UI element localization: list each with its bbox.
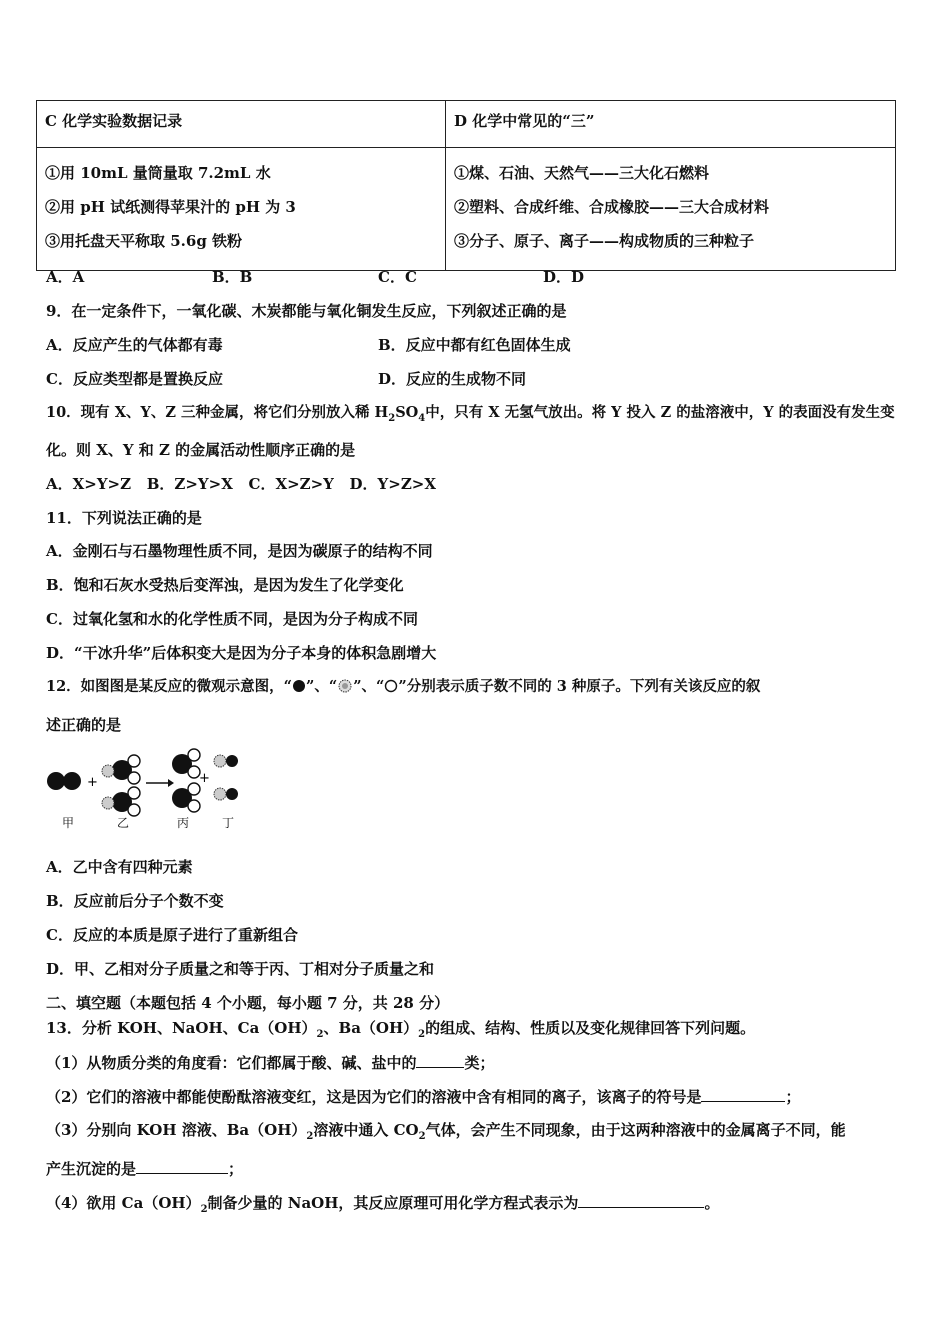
label-bing: 丙 [177, 816, 190, 830]
table-d-item: ③分子、原子、离子——构成物质的三种粒子 [454, 232, 755, 250]
options-table [36, 100, 896, 271]
table-d-item: ①煤、石油、天然气——三大化石燃料 [454, 164, 710, 182]
label-ding: 丁 [222, 816, 235, 830]
black-atom-icon [292, 679, 306, 693]
label-jia: 甲 [62, 816, 75, 830]
q9-option-b: B．反应中都有红色固体生成 [378, 336, 571, 354]
q11-option-b: B．饱和石灰水受热后变浑浊，是因为发生了化学变化 [46, 576, 404, 594]
q12-option-d: D．甲、乙相对分子质量之和等于丙、丁相对分子质量之和 [46, 960, 435, 978]
q12-option-c: C．反应的本质是原子进行了重新组合 [46, 926, 298, 944]
table-c-item: ①用 10mL 量筒量取 7.2mL 水 [45, 164, 271, 182]
q13-part4: （4）欲用 $Ca(OH)_2$制备少量的 NaOH，其反应原理可用化学方程式表示为 。 [46, 1194, 720, 1215]
table-c-header: C 化学实验数据记录 [37, 101, 446, 148]
q8-option-c: C．C [378, 268, 417, 286]
q10-options: A．X>Y>Z B．Z>Y>X C．X>Z>Y D．Y>Z>X [46, 475, 436, 493]
table-d-item: ②塑料、合成纤维、合成橡胶——三大合成材料 [454, 198, 770, 216]
q9-option-c: C．反应类型都是置换反应 [46, 370, 223, 388]
answer-blank[interactable] [578, 1193, 704, 1208]
table-c-item: ③用托盘天平称取 5.6g 铁粉 [45, 232, 243, 250]
q8-option-a: A．A [46, 268, 85, 286]
answer-blank[interactable] [701, 1087, 785, 1102]
q12-stem: 12．如图图是某反应的微观示意图，“ ”、“ ”、“ ”分别表示质子数不同的 3 种原子。下列有关该反应的叙 [46, 678, 761, 695]
white-atom-icon [384, 679, 398, 693]
q9-option-a: A．反应产生的气体都有毒 [46, 336, 223, 354]
table-c-body [37, 148, 446, 271]
label-yi: 乙 [117, 816, 130, 830]
q12-option-a: A．乙中含有四种元素 [46, 858, 193, 876]
q9-stem: 9．在一定条件下，一氧化碳、木炭都能与氧化铜发生反应，下列叙述正确的是 [46, 302, 567, 320]
svg-text:+: + [87, 775, 98, 790]
q11-stem: 11．下列说法正确的是 [46, 509, 202, 527]
table-d-header: D 化学中常见的“三” [446, 101, 896, 148]
q11-option-c: C．过氧化氢和水的化学性质不同，是因为分子构成不同 [46, 610, 418, 628]
molecule-bing [172, 749, 200, 812]
answer-blank[interactable] [416, 1053, 464, 1068]
q13-part3: （3）分别向 KOH 溶液、$Ba(OH)_2$溶液中通入 $CO_2$气体，会产生不同现象，由于这两种溶液中的金属离子不同，能 [46, 1121, 846, 1142]
q13-part2: （2）它们的溶液中都能使酚酞溶液变红，这是因为它们的溶液中含有相同的离子，该离子的符号是 ； [46, 1088, 801, 1106]
q13-stem: 13．分析 KOH、NaOH、$Ca(OH)_2$、$Ba(OH)_2$的组成、结构、性质以及变化规律回答下列问题。 [46, 1019, 756, 1040]
q9-option-d: D．反应的生成物不同 [378, 370, 527, 388]
q8-option-d: D．D [543, 268, 585, 286]
svg-text:+: + [199, 771, 210, 786]
q8-option-b: B．B [212, 268, 253, 286]
q10-stem-line2: 化。则 X、Y 和 Z 的金属活动性顺序正确的是 [46, 441, 356, 459]
table-d-body [446, 148, 896, 271]
q11-option-d: D．“干冰升华”后体积变大是因为分子本身的体积急剧增大 [46, 644, 437, 662]
table-c-item: ②用 pH 试纸测得苹果汁的 pH 为 3 [45, 198, 296, 216]
q10-stem: 10．现有 X、Y、Z 三种金属，将它们分别放入稀 $H_2SO_4$中，只有 X 无氢气放出。将 Y 投入 Z 的盐溶液中，Y 的表面没有发生变 [46, 404, 895, 424]
molecule-jia [47, 772, 81, 790]
q13-part1: （1）从物质分类的角度看：它们都属于酸、碱、盐中的 类； [46, 1054, 495, 1072]
molecule-ding [214, 755, 238, 800]
dotted-atom-icon [337, 679, 353, 693]
q12-stem-line2: 述正确的是 [46, 716, 122, 734]
section-2-title: 二、填空题（本题包括 4 个小题，每小题 7 分，共 28 分） [46, 994, 450, 1012]
answer-blank[interactable] [136, 1159, 228, 1174]
q13-part3-line2: 产生沉淀的是 ； [46, 1160, 244, 1178]
q11-option-a: A．金刚石与石墨物理性质不同，是因为碳原子的结构不同 [46, 542, 433, 560]
molecule-yi [102, 755, 140, 816]
q12-option-b: B．反应前后分子个数不变 [46, 892, 224, 910]
